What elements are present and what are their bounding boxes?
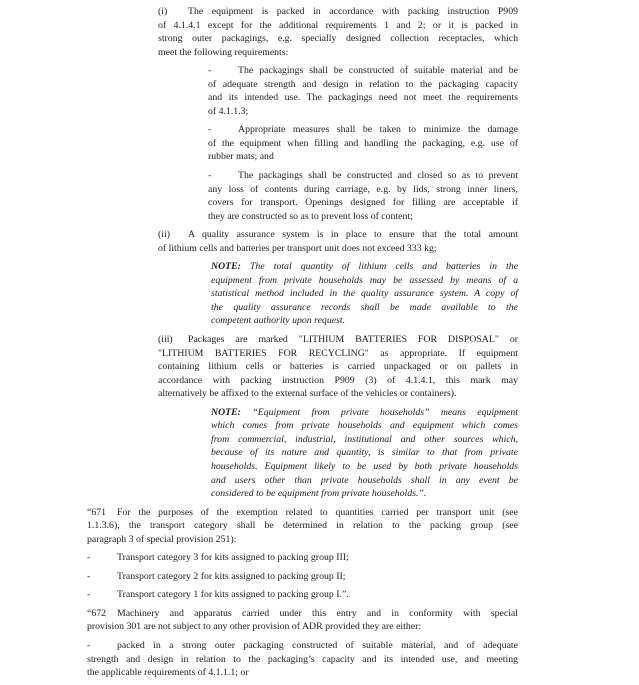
- note-prefix: NOTE:: [211, 261, 241, 273]
- list-marker: -: [208, 65, 212, 77]
- text-line: (ii) A quality assurance system is in place to ensure that the total amount: [158, 229, 518, 241]
- text-line: considered to be equipment from private households.”.: [211, 488, 427, 500]
- list-marker: “671: [87, 506, 107, 518]
- paragraph-12: [87, 607, 518, 634]
- list-marker: (iii): [158, 334, 173, 346]
- text-line: and its intended use. The packagings need not meet the requirements: [208, 92, 518, 104]
- text-line: because of its nature and quantity, is similar to that from private: [211, 447, 518, 459]
- list-marker: (ii): [158, 229, 170, 241]
- note-prefix: NOTE:: [211, 406, 241, 418]
- text-line: - The packagings shall be constructed of suitable material and be: [208, 65, 518, 77]
- text-line: of 4.1.1.3;: [208, 105, 249, 117]
- text-line: competent authority upon request.: [211, 315, 346, 327]
- text-line: alternatively be affixed to the external surface of the vehicles or containers).: [158, 388, 457, 400]
- text-line: "LITHIUM BATTERIES FOR RECYCLING" as appropriate. If equipment: [158, 347, 518, 359]
- text-line: of lithium cells and batteries per transport unit does not exceed 333 kg;: [158, 242, 437, 254]
- paragraph-7: [211, 406, 518, 501]
- list-marker: -: [87, 552, 91, 564]
- text-line: rubber mats; and: [208, 151, 274, 163]
- paragraph-3: [208, 169, 518, 223]
- text-line: of the equipment when filling and handling the packaging, e.g. use of: [208, 137, 518, 149]
- text-line: which comes from private households and equipment which comes: [211, 420, 518, 432]
- list-marker: (i): [158, 6, 168, 17]
- text-line: (iii) Packages are marked "LITHIUM BATTERIES FOR DISPOSAL" or: [158, 334, 518, 346]
- paragraph-10: [87, 570, 518, 584]
- text-line: containing lithium cells or batteries is carried unpackaged or on pallets in: [158, 361, 518, 373]
- text-line: strong outer packagings, e.g. specially designed collection receptacles, which: [158, 33, 518, 45]
- text-line: strength and design in relation to the packaging’s capacity and its intended use, and meeting: [87, 653, 518, 665]
- text-line: NOTE: “Equipment from private households” means equipment: [211, 406, 518, 418]
- text-line: 1.1.3.6), the transport category shall be determined in relation to the packing group (see: [87, 520, 518, 532]
- text-line: the quality assurance records shall be made available to the: [211, 301, 518, 313]
- paragraph-13: [87, 639, 518, 680]
- paragraph-8: [87, 506, 518, 547]
- paragraph-2: [208, 123, 518, 164]
- text-line: - Appropriate measures shall be taken to minimize the damage: [208, 124, 518, 136]
- text-line: any loss of contents during carriage, e.g. by lids, strong inner liners,: [208, 183, 518, 195]
- list-marker: -: [87, 570, 91, 582]
- text-line: equipment from private households may be assessed by means of a: [211, 274, 518, 286]
- text-line: of adequate strength and design in relation to the packaging capacity: [208, 78, 518, 90]
- text-line: meet the following requirements:: [158, 46, 289, 58]
- text-line: of 4.1.4.1 except for the additional requirements 1 and 2; or it is packed in: [158, 19, 518, 31]
- text-line: statistical method included in the quality assurance system. A copy of: [211, 288, 518, 300]
- text-line: covers for transport. Openings designed for filling are acceptable if: [208, 197, 518, 209]
- text-line: - Transport category 3 for kits assigned to packing group III;: [87, 552, 349, 564]
- paragraph-6: [158, 333, 518, 401]
- text-line: - packed in a strong outer packaging constructed of suitable material, and of adequate: [87, 639, 518, 651]
- text-line: the applicable requirements of 4.1.1.1; or: [87, 667, 249, 679]
- list-marker: -: [208, 170, 212, 182]
- paragraph-9: [87, 551, 518, 565]
- document-content: [87, 5, 518, 680]
- paragraph-5: [211, 260, 518, 328]
- text-line: NOTE: The total quantity of lithium cells and batteries in the: [211, 261, 518, 273]
- text-line: and users other than private households shall in any event be: [211, 474, 518, 486]
- text-line: paragraph 3 of special provision 251):: [87, 533, 237, 545]
- list-marker: -: [87, 589, 91, 601]
- text-line: households. Equipment likely to be used by both private households: [211, 460, 518, 472]
- text-line: - Transport category 1 for kits assigned to packing group I.”.: [87, 589, 349, 601]
- text-line: they are constructed so as to prevent loss of content;: [208, 210, 413, 222]
- text-line: - The packagings shall be constructed and closed so as to prevent: [208, 170, 518, 182]
- paragraph-11: [87, 588, 518, 602]
- list-marker: -: [208, 124, 212, 136]
- text-line: accordance with packing instruction P909 (3) of 4.1.4.1, this mark may: [158, 374, 518, 386]
- list-marker: -: [87, 639, 91, 651]
- text-line: (i) The equipment is packed in accordance with packing instruction P909: [158, 6, 518, 17]
- paragraph-0: [158, 5, 518, 59]
- text-line: provision 301 are not subject to any other provision of ADR provided they are either:: [87, 621, 422, 633]
- text-line: from commercial, industrial, institutional and other sources which,: [211, 433, 518, 445]
- text-line: - Transport category 2 for kits assigned to packing group II;: [87, 570, 346, 582]
- paragraph-1: [208, 64, 518, 118]
- text-line: “671 For the purposes of the exemption related to quantities carried per transport unit (see: [87, 506, 518, 518]
- list-marker: “672: [87, 607, 107, 619]
- paragraph-4: [158, 228, 518, 255]
- text-line: “672 Machinery and apparatus carried under this entry and in conformity with special: [87, 607, 518, 619]
